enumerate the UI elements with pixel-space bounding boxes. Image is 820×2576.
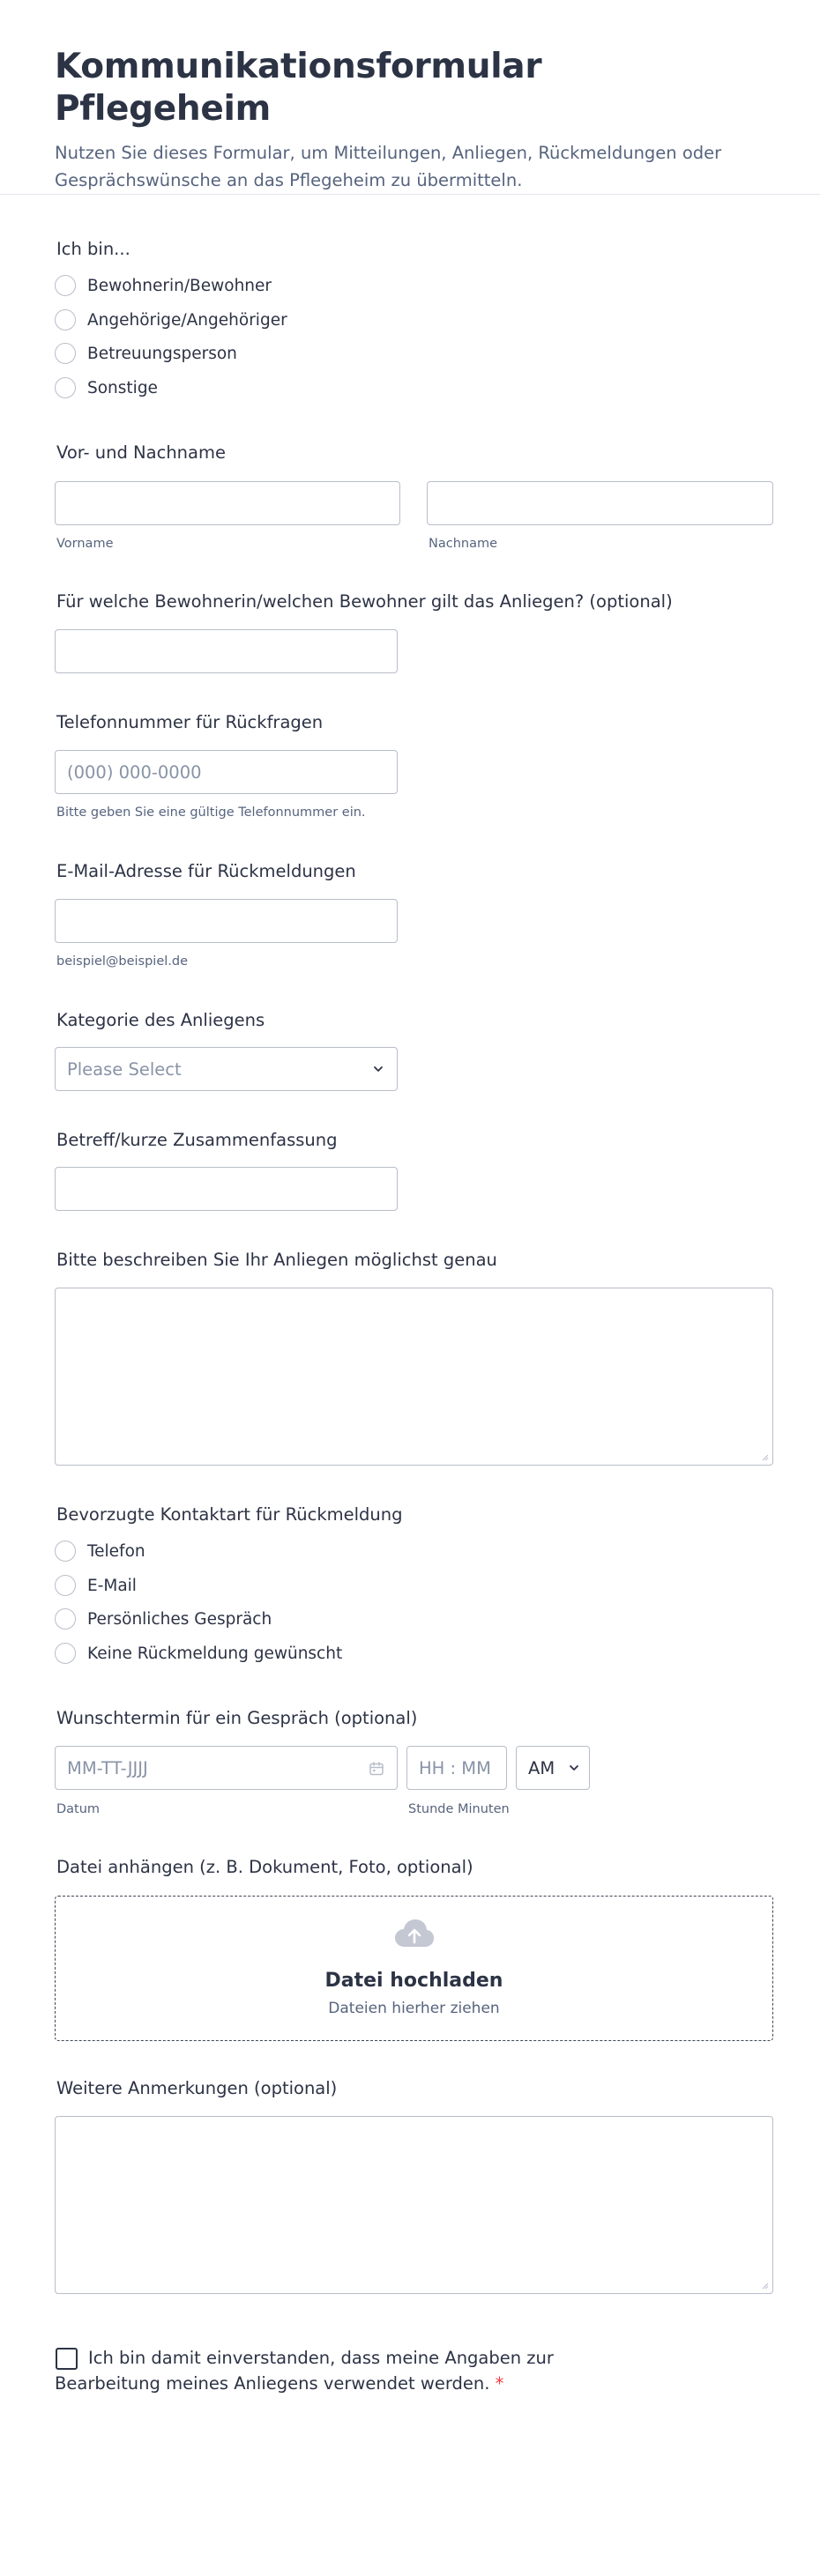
ampm-value: AM — [528, 1757, 555, 1778]
time-placeholder: HH : MM — [419, 1757, 491, 1778]
upload-title: Datei hochladen — [324, 1970, 503, 1992]
contact-label: Bevorzugte Kontaktart für Rückmeldung — [56, 1504, 403, 1525]
subject-input[interactable] — [55, 1167, 398, 1211]
radio-label: Sonstige — [87, 378, 158, 397]
phone-placeholder: (000) 000-0000 — [67, 761, 202, 783]
category-select[interactable] — [55, 1047, 398, 1091]
resident-input[interactable] — [55, 629, 398, 673]
last-name-sublabel: Nachname — [429, 537, 498, 551]
radio-label: Persönliches Gespräch — [87, 1609, 272, 1629]
attachment-label: Datei anhängen (z. B. Dokument, Foto, optional) — [56, 1857, 473, 1877]
cloud-upload-icon — [393, 1918, 436, 1949]
phone-label: Telefonnummer für Rückfragen — [56, 712, 324, 732]
resize-handle-icon[interactable] — [760, 1452, 769, 1461]
file-upload-dropzone[interactable] — [55, 1896, 773, 2041]
radio-button[interactable] — [55, 1540, 76, 1562]
radio-label: Keine Rückmeldung gewünscht — [87, 1644, 343, 1663]
role-option-resident[interactable] — [55, 273, 272, 298]
time-sublabel: Stunde Minuten — [408, 1802, 510, 1816]
phone-input[interactable] — [55, 750, 398, 794]
description-label: Bitte beschreiben Sie Ihr Anliegen möglichst genau — [56, 1250, 497, 1270]
role-option-relative[interactable] — [55, 308, 287, 332]
contact-option-personal[interactable] — [55, 1607, 272, 1631]
radio-button[interactable] — [55, 377, 76, 398]
email-input[interactable] — [55, 899, 398, 943]
name-label: Vor- und Nachname — [56, 442, 226, 463]
first-name-input[interactable] — [55, 481, 400, 525]
email-hint: beispiel@beispiel.de — [56, 954, 189, 969]
form-header — [0, 0, 820, 195]
phone-hint: Bitte geben Sie eine gültige Telefonnummer ein. — [56, 805, 366, 820]
resize-handle-icon[interactable] — [760, 2281, 769, 2290]
time-input[interactable] — [406, 1746, 507, 1790]
radio-button[interactable] — [55, 275, 76, 296]
radio-label: Telefon — [87, 1541, 145, 1561]
ampm-select[interactable] — [516, 1746, 590, 1790]
radio-button[interactable] — [55, 309, 76, 330]
calendar-icon[interactable] — [369, 1761, 384, 1777]
role-label: Ich bin... — [56, 239, 130, 259]
role-option-other[interactable] — [55, 375, 158, 400]
appointment-label: Wunschtermin für ein Gespräch (optional) — [56, 1708, 418, 1728]
notes-label: Weitere Anmerkungen (optional) — [56, 2078, 338, 2098]
date-input[interactable] — [55, 1746, 398, 1790]
radio-label: Betreuungsperson — [87, 344, 237, 363]
date-sublabel: Datum — [56, 1802, 101, 1816]
chevron-down-icon — [568, 1762, 580, 1774]
category-selected-value: Please Select — [67, 1058, 182, 1080]
radio-button[interactable] — [55, 1643, 76, 1664]
consent-text — [55, 2345, 654, 2396]
first-name-sublabel: Vorname — [56, 537, 114, 551]
form-title: Kommunikationsformular Pflegeheim — [55, 47, 542, 129]
radio-button[interactable] — [55, 1575, 76, 1596]
contact-option-none[interactable] — [55, 1641, 342, 1666]
date-placeholder: MM-TT-JJJJ — [67, 1757, 148, 1778]
form-subtitle: Nutzen Sie dieses Formular, um Mitteilungen, Anliegen, Rückmeldungen oder Gesprächswünsche an das Pflegeheim zu übermitteln. — [55, 143, 722, 190]
chevron-down-icon — [372, 1063, 384, 1075]
radio-label: Angehörige/Angehöriger — [87, 310, 287, 330]
subject-label: Betreff/kurze Zusammenfassung — [56, 1130, 338, 1150]
resident-label: Für welche Bewohnerin/welchen Bewohner gilt das Anliegen? (optional) — [56, 591, 673, 612]
upload-subtitle: Dateien hierher ziehen — [328, 2000, 500, 2017]
contact-option-email[interactable] — [55, 1573, 137, 1598]
role-option-caregiver[interactable] — [55, 341, 237, 366]
radio-label: Bewohnerin/Bewohner — [87, 276, 272, 295]
description-textarea[interactable] — [55, 1288, 773, 1466]
notes-textarea[interactable] — [55, 2116, 773, 2294]
required-asterisk: * — [495, 2373, 504, 2394]
contact-option-phone[interactable] — [55, 1539, 145, 1563]
consent-label: Ich bin damit einverstanden, dass meine Angaben zur Bearbeitung meines Anliegens verwendet werden. — [55, 2348, 554, 2394]
email-label: E-Mail-Adresse für Rückmeldungen — [56, 861, 356, 881]
radio-button[interactable] — [55, 1608, 76, 1629]
category-label: Kategorie des Anliegens — [56, 1010, 265, 1030]
radio-button[interactable] — [55, 343, 76, 364]
last-name-input[interactable] — [427, 481, 773, 525]
radio-label: E-Mail — [87, 1576, 137, 1595]
